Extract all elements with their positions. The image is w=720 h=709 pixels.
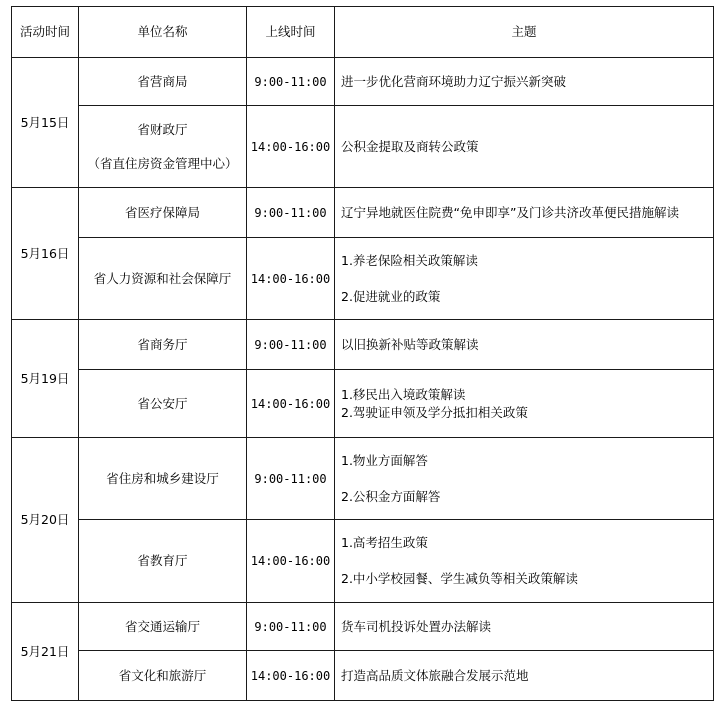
topic-item: 2.公积金方面解答 [341, 488, 441, 504]
unit-cell: 省住房和城乡建设厅 [79, 438, 247, 520]
schedule-table [11, 6, 714, 701]
date-cell: 5月16日 [12, 188, 79, 320]
topic-cell [335, 520, 714, 603]
unit-cell: 省医疗保障局 [79, 188, 247, 238]
time-cell: 9:00-11:00 [247, 320, 335, 370]
date-cell: 5月21日 [12, 603, 79, 701]
table-row [12, 438, 714, 520]
unit-cell: 省文化和旅游厅 [79, 651, 247, 701]
table-row [12, 520, 714, 603]
table-row [12, 238, 714, 320]
topic-cell: 打造高品质文体旅融合发展示范地 [335, 651, 714, 701]
time-cell: 14:00-16:00 [247, 106, 335, 188]
table-row [12, 603, 714, 651]
table-row [12, 106, 714, 188]
unit-name: 省财政厅 [137, 121, 188, 137]
header-online-time: 上线时间 [247, 7, 335, 58]
topic-item: 1.高考招生政策 [341, 535, 428, 550]
unit-cell [79, 106, 247, 188]
time-cell: 9:00-11:00 [247, 58, 335, 106]
time-cell: 14:00-16:00 [247, 370, 335, 438]
topic-cell [335, 238, 714, 320]
time-cell: 14:00-16:00 [247, 520, 335, 603]
table-row [12, 58, 714, 106]
topic-cell [335, 438, 714, 520]
topic-cell: 以旧换新补贴等政策解读 [335, 320, 714, 370]
time-cell: 14:00-16:00 [247, 651, 335, 701]
unit-cell: 省人力资源和社会保障厅 [79, 238, 247, 320]
table-row [12, 370, 714, 438]
topic-cell [335, 370, 714, 438]
time-cell: 14:00-16:00 [247, 238, 335, 320]
header-unit-name: 单位名称 [79, 7, 247, 58]
table-row [12, 320, 714, 370]
header-activity-time: 活动时间 [12, 7, 79, 58]
time-cell: 9:00-11:00 [247, 603, 335, 651]
topic-cell: 辽宁异地就医住院费“免申即享”及门诊共济改革便民措施解读 [335, 188, 714, 238]
date-cell: 5月20日 [12, 438, 79, 603]
date-cell: 5月19日 [12, 320, 79, 438]
time-cell: 9:00-11:00 [247, 188, 335, 238]
topic-cell: 公积金提取及商转公政策 [335, 106, 714, 188]
header-topic: 主题 [335, 7, 714, 58]
table-row [12, 651, 714, 701]
topic-item: 2.促进就业的政策 [341, 288, 441, 304]
topic-item: 1.物业方面解答 [341, 452, 428, 468]
unit-cell: 省公安厅 [79, 370, 247, 438]
time-cell: 9:00-11:00 [247, 438, 335, 520]
unit-subname: （省直住房资金管理中心） [87, 155, 238, 171]
unit-cell: 省商务厅 [79, 320, 247, 370]
unit-cell: 省营商局 [79, 58, 247, 106]
topic-item: 2.驾驶证申领及学分抵扣相关政策 [341, 404, 528, 420]
topic-item: 2.中小学校园餐、学生减负等相关政策解读 [341, 571, 578, 586]
unit-cell: 省交通运输厅 [79, 603, 247, 651]
topic-cell: 货车司机投诉处置办法解读 [335, 603, 714, 651]
topic-cell: 进一步优化营商环境助力辽宁振兴新突破 [335, 58, 714, 106]
table-row [12, 188, 714, 238]
topic-item: 1.移民出入境政策解读 [341, 386, 466, 402]
date-cell: 5月15日 [12, 58, 79, 188]
topic-item: 1.养老保险相关政策解读 [341, 252, 478, 268]
unit-cell: 省教育厅 [79, 520, 247, 603]
header-row [12, 7, 714, 58]
